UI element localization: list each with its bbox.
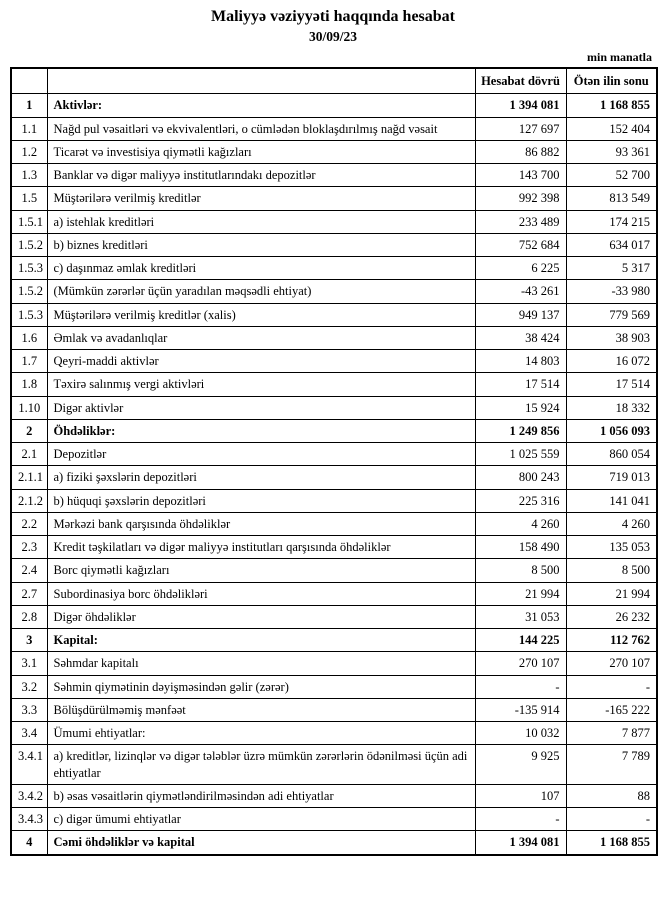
financial-position-table bbox=[10, 67, 658, 856]
table-row bbox=[11, 233, 657, 256]
table-row bbox=[11, 210, 657, 233]
row-label: a) istehlak kreditləri bbox=[47, 210, 475, 233]
row-current-value: 21 994 bbox=[475, 582, 566, 605]
row-current-value: -135 914 bbox=[475, 698, 566, 721]
row-label: Mərkəzi bank qarşısında öhdəliklər bbox=[47, 512, 475, 535]
row-previous-value: - bbox=[566, 675, 657, 698]
table-row bbox=[11, 582, 657, 605]
table-row bbox=[11, 559, 657, 582]
row-number: 1 bbox=[11, 94, 47, 117]
header-empty-label bbox=[47, 68, 475, 94]
row-number: 3.4.1 bbox=[11, 745, 47, 785]
row-previous-value: 135 053 bbox=[566, 536, 657, 559]
row-current-value: 15 924 bbox=[475, 396, 566, 419]
row-number: 2.3 bbox=[11, 536, 47, 559]
table-row bbox=[11, 164, 657, 187]
table-row bbox=[11, 466, 657, 489]
row-current-value: 38 424 bbox=[475, 326, 566, 349]
table-row bbox=[11, 722, 657, 745]
table-row bbox=[11, 808, 657, 831]
row-label: Müştərilərə verilmiş kreditlər (xalis) bbox=[47, 303, 475, 326]
row-current-value: 86 882 bbox=[475, 140, 566, 163]
table-row bbox=[11, 257, 657, 280]
row-previous-value: 779 569 bbox=[566, 303, 657, 326]
row-number: 3.1 bbox=[11, 652, 47, 675]
row-current-value: 1 394 081 bbox=[475, 94, 566, 117]
row-number: 1.1 bbox=[11, 117, 47, 140]
row-label: Kapital: bbox=[47, 629, 475, 652]
row-number: 1.5.3 bbox=[11, 303, 47, 326]
row-number: 1.3 bbox=[11, 164, 47, 187]
row-label: Təxirə salınmış vergi aktivləri bbox=[47, 373, 475, 396]
row-current-value: 800 243 bbox=[475, 466, 566, 489]
table-row bbox=[11, 396, 657, 419]
row-current-value: 225 316 bbox=[475, 489, 566, 512]
row-current-value: 1 394 081 bbox=[475, 831, 566, 855]
table-row bbox=[11, 326, 657, 349]
row-label: Öhdəliklər: bbox=[47, 419, 475, 442]
row-previous-value: 174 215 bbox=[566, 210, 657, 233]
row-current-value: 17 514 bbox=[475, 373, 566, 396]
row-number: 2.8 bbox=[11, 605, 47, 628]
row-number: 2.2 bbox=[11, 512, 47, 535]
row-previous-value: - bbox=[566, 808, 657, 831]
row-number: 1.2 bbox=[11, 140, 47, 163]
row-previous-value: 813 549 bbox=[566, 187, 657, 210]
row-number: 1.5.3 bbox=[11, 257, 47, 280]
row-label: a) kreditlər, lizinqlər və digər tələblər üzrə mümkün zərərlərin ödənilməsi üçün adi ehtiyatlar bbox=[47, 745, 475, 785]
row-label: b) əsas vəsaitlərin qiymətləndirilməsindən adi ehtiyatlar bbox=[47, 784, 475, 807]
row-number: 2.4 bbox=[11, 559, 47, 582]
row-number: 3 bbox=[11, 629, 47, 652]
table-header bbox=[11, 68, 657, 94]
row-label: Ticarət və investisiya qiymətli kağızları bbox=[47, 140, 475, 163]
row-current-value: 8 500 bbox=[475, 559, 566, 582]
row-label: Digər aktivlər bbox=[47, 396, 475, 419]
row-number: 1.5.1 bbox=[11, 210, 47, 233]
row-previous-value: 152 404 bbox=[566, 117, 657, 140]
row-previous-value: 1 168 855 bbox=[566, 831, 657, 855]
row-current-value: - bbox=[475, 675, 566, 698]
table-row bbox=[11, 698, 657, 721]
header-previous-period: Ötən ilin sonu bbox=[566, 68, 657, 94]
row-previous-value: 1 056 093 bbox=[566, 419, 657, 442]
row-number: 2.1.1 bbox=[11, 466, 47, 489]
row-previous-value: 18 332 bbox=[566, 396, 657, 419]
row-previous-value: -165 222 bbox=[566, 698, 657, 721]
row-number: 2.1 bbox=[11, 443, 47, 466]
row-current-value: 752 684 bbox=[475, 233, 566, 256]
row-label: Aktivlər: bbox=[47, 94, 475, 117]
row-label: Səhmin qiymətinin dəyişməsindən gəlir (zərər) bbox=[47, 675, 475, 698]
table-row bbox=[11, 117, 657, 140]
row-number: 3.4 bbox=[11, 722, 47, 745]
row-current-value: 14 803 bbox=[475, 350, 566, 373]
row-label: c) digər ümumi ehtiyatlar bbox=[47, 808, 475, 831]
row-current-value: 1 025 559 bbox=[475, 443, 566, 466]
row-previous-value: 634 017 bbox=[566, 233, 657, 256]
row-previous-value: 16 072 bbox=[566, 350, 657, 373]
row-current-value: 6 225 bbox=[475, 257, 566, 280]
row-current-value: 233 489 bbox=[475, 210, 566, 233]
row-label: Banklar və digər maliyyə institutlarındakı depozitlər bbox=[47, 164, 475, 187]
row-label: Borc qiymətli kağızları bbox=[47, 559, 475, 582]
row-previous-value: 5 317 bbox=[566, 257, 657, 280]
table-row bbox=[11, 140, 657, 163]
row-number: 4 bbox=[11, 831, 47, 855]
row-previous-value: 4 260 bbox=[566, 512, 657, 535]
table-row bbox=[11, 745, 657, 785]
row-label: Qeyri-maddi aktivlər bbox=[47, 350, 475, 373]
table-row bbox=[11, 605, 657, 628]
row-previous-value: 8 500 bbox=[566, 559, 657, 582]
row-number: 1.7 bbox=[11, 350, 47, 373]
row-number: 3.2 bbox=[11, 675, 47, 698]
table-row bbox=[11, 512, 657, 535]
row-current-value: 1 249 856 bbox=[475, 419, 566, 442]
row-current-value: 31 053 bbox=[475, 605, 566, 628]
row-label: Nağd pul vəsaitləri və ekvivalentləri, o cümlədən bloklaşdırılmış nağd vəsait bbox=[47, 117, 475, 140]
row-label: Əmlak və avadanlıqlar bbox=[47, 326, 475, 349]
unit-note: min manatla bbox=[586, 50, 652, 64]
row-previous-value: 7 877 bbox=[566, 722, 657, 745]
table-row bbox=[11, 652, 657, 675]
row-number: 1.10 bbox=[11, 396, 47, 419]
table-row bbox=[11, 675, 657, 698]
row-current-value: 127 697 bbox=[475, 117, 566, 140]
row-label: c) daşınmaz əmlak kreditləri bbox=[47, 257, 475, 280]
table-row bbox=[11, 784, 657, 807]
row-label: (Mümkün zərərlər üçün yaradılan məqsədli ehtiyat) bbox=[47, 280, 475, 303]
row-previous-value: 860 054 bbox=[566, 443, 657, 466]
row-number: 2.7 bbox=[11, 582, 47, 605]
table-row bbox=[11, 831, 657, 855]
row-current-value: 10 032 bbox=[475, 722, 566, 745]
row-current-value: 992 398 bbox=[475, 187, 566, 210]
table-row bbox=[11, 94, 657, 117]
row-previous-value: 141 041 bbox=[566, 489, 657, 512]
row-label: Cəmi öhdəliklər və kapital bbox=[47, 831, 475, 855]
row-label: a) fiziki şəxslərin depozitləri bbox=[47, 466, 475, 489]
table-row bbox=[11, 303, 657, 326]
row-current-value: 144 225 bbox=[475, 629, 566, 652]
row-label: Ümumi ehtiyatlar: bbox=[47, 722, 475, 745]
row-number: 2.1.2 bbox=[11, 489, 47, 512]
row-previous-value: 270 107 bbox=[566, 652, 657, 675]
row-previous-value: 17 514 bbox=[566, 373, 657, 396]
row-label: b) hüquqi şəxslərin depozitləri bbox=[47, 489, 475, 512]
row-previous-value: 26 232 bbox=[566, 605, 657, 628]
row-current-value: 9 925 bbox=[475, 745, 566, 785]
row-number: 1.5.2 bbox=[11, 233, 47, 256]
row-previous-value: 88 bbox=[566, 784, 657, 807]
row-current-value: -43 261 bbox=[475, 280, 566, 303]
table-row bbox=[11, 443, 657, 466]
page-title: Maliyyə vəziyyəti haqqında hesabat bbox=[210, 8, 455, 25]
table-row bbox=[11, 373, 657, 396]
row-number: 1.5 bbox=[11, 187, 47, 210]
row-previous-value: 7 789 bbox=[566, 745, 657, 785]
row-number: 1.6 bbox=[11, 326, 47, 349]
table-row bbox=[11, 489, 657, 512]
row-number: 2 bbox=[11, 419, 47, 442]
row-number: 3.4.3 bbox=[11, 808, 47, 831]
table-header-row bbox=[11, 68, 657, 94]
row-label: Kredit təşkilatları və digər maliyyə institutları qarşısında öhdəliklər bbox=[47, 536, 475, 559]
row-label: Müştərilərə verilmiş kreditlər bbox=[47, 187, 475, 210]
row-label: Səhmdar kapitalı bbox=[47, 652, 475, 675]
row-current-value: 158 490 bbox=[475, 536, 566, 559]
row-label: Bölüşdürülməmiş mənfəət bbox=[47, 698, 475, 721]
row-current-value: 143 700 bbox=[475, 164, 566, 187]
row-current-value: 4 260 bbox=[475, 512, 566, 535]
row-current-value: 270 107 bbox=[475, 652, 566, 675]
row-number: 1.5.2 bbox=[11, 280, 47, 303]
row-previous-value: 38 903 bbox=[566, 326, 657, 349]
table-row bbox=[11, 350, 657, 373]
row-current-value: 107 bbox=[475, 784, 566, 807]
row-previous-value: 52 700 bbox=[566, 164, 657, 187]
row-previous-value: 112 762 bbox=[566, 629, 657, 652]
table-row bbox=[11, 419, 657, 442]
row-number: 3.4.2 bbox=[11, 784, 47, 807]
row-number: 3.3 bbox=[11, 698, 47, 721]
row-previous-value: 21 994 bbox=[566, 582, 657, 605]
row-previous-value: 1 168 855 bbox=[566, 94, 657, 117]
table-row bbox=[11, 536, 657, 559]
table-row bbox=[11, 280, 657, 303]
header-empty-no bbox=[11, 68, 47, 94]
row-number: 1.8 bbox=[11, 373, 47, 396]
table-row bbox=[11, 187, 657, 210]
report-date: 30/09/23 bbox=[308, 29, 357, 44]
table-body bbox=[11, 94, 657, 855]
row-previous-value: -33 980 bbox=[566, 280, 657, 303]
row-previous-value: 719 013 bbox=[566, 466, 657, 489]
table-row bbox=[11, 629, 657, 652]
row-current-value: 949 137 bbox=[475, 303, 566, 326]
header-current-period: Hesabat dövrü bbox=[475, 68, 566, 94]
row-current-value: - bbox=[475, 808, 566, 831]
row-label: Subordinasiya borc öhdəlikləri bbox=[47, 582, 475, 605]
row-label: Digər öhdəliklər bbox=[47, 605, 475, 628]
row-label: Depozitlər bbox=[47, 443, 475, 466]
row-previous-value: 93 361 bbox=[566, 140, 657, 163]
row-label: b) biznes kreditləri bbox=[47, 233, 475, 256]
